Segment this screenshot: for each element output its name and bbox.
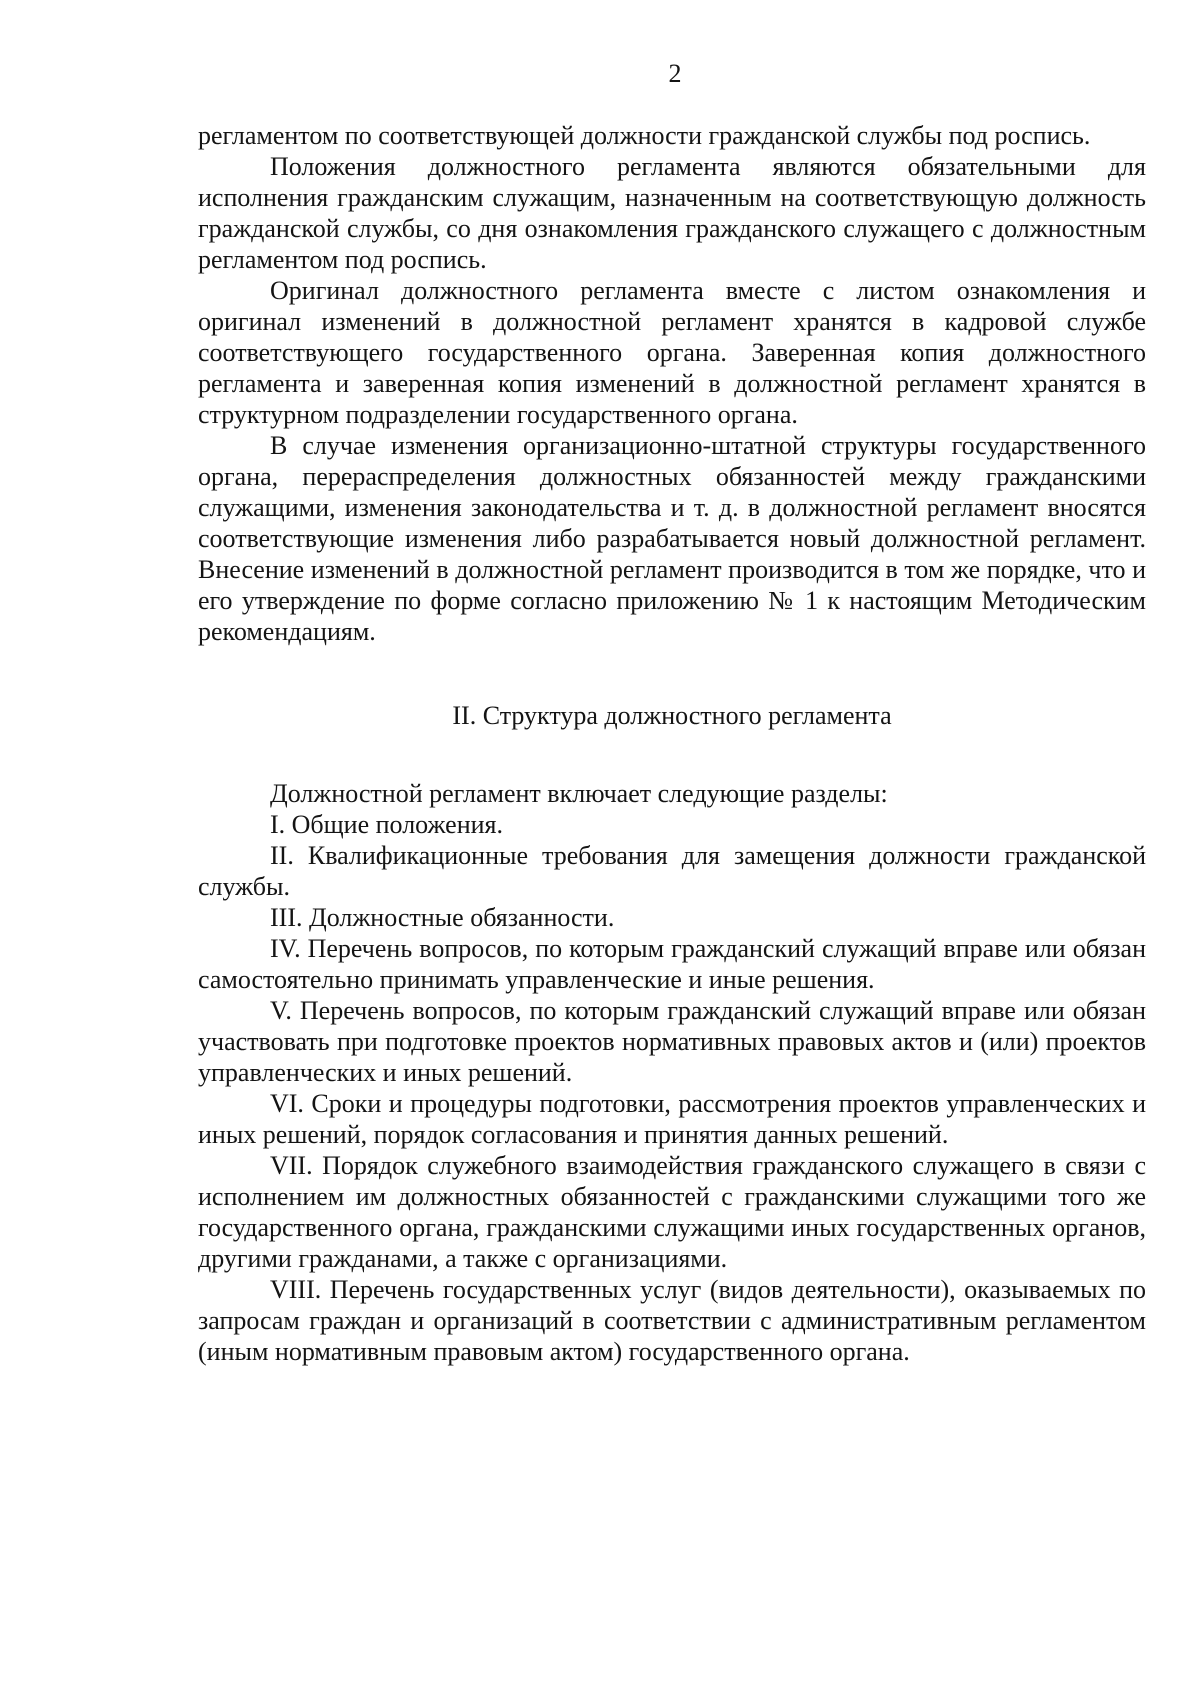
- list-item-section-3: III. Должностные обязанности.: [270, 903, 615, 932]
- list-item-section-8: VIII. Перечень государственных услуг (видов деятельности), оказываемых по запросам граждан и организаций в соответствии с административным регламентом (иным нормативным правовым актом) государственного органа.: [198, 1275, 1146, 1366]
- list-item-section-2: II. Квалификационные требования для замещения должности гражданской службы.: [198, 841, 1146, 901]
- paragraph-continuation: регламентом по соответствующей должности гражданской службы под роспись.: [198, 121, 1091, 150]
- list-item-section-6: VI. Сроки и процедуры подготовки, рассмотрения проектов управленческих и иных решений, порядок согласования и принятия данных решений.: [198, 1089, 1146, 1149]
- document-body: [198, 120, 1146, 1367]
- list-item-section-1: I. Общие положения.: [270, 810, 503, 839]
- list-item-section-5: V. Перечень вопросов, по которым гражданский служащий вправе или обязан участвовать при подготовке проектов нормативных правовых актов и (или) проектов управленческих и иных решений.: [198, 996, 1146, 1087]
- paragraph-amendments: В случае изменения организационно-штатной структуры государственного органа, перераспределения должностных обязанностей между гражданскими служащими, изменения законодательства и т. д. в должностной регламент вносятся соответствующие изменения либо разрабатывается новый должностной регламент. Внесение изменений в должностной регламент производится в том же порядке, что и его утверждение по форме согласно приложению № 1 к настоящим Методическим рекомендациям.: [198, 431, 1146, 646]
- paragraph-original-storage: Оригинал должностного регламента вместе с листом ознакомления и оригинал изменений в должностной регламент хранятся в кадровой службе соответствующего государственного органа. Заверенная копия должностного регламента и заверенная копия изменений в должностной регламент хранятся в структурном подразделении государственного органа.: [198, 276, 1146, 429]
- list-item-section-7: VII. Порядок служебного взаимодействия гражданского служащего в связи с исполнением им должностных обязанностей с гражданскими служащими того же государственного органа, гражданскими служащими иных государственных органов, другими гражданами, а также с организациями.: [198, 1151, 1146, 1273]
- paragraph-binding-provisions: Положения должностного регламента являются обязательными для исполнения гражданским служащим, назначенным на соответствующую должность гражданской службы, со дня ознакомления гражданского служащего с должностным регламентом под роспись.: [198, 152, 1146, 274]
- paragraph-sections-intro: Должностной регламент включает следующие разделы:: [270, 779, 888, 808]
- page-number: 2: [668, 59, 682, 88]
- list-item-section-4: IV. Перечень вопросов, по которым гражданский служащий вправе или обязан самостоятельно принимать управленческие и иные решения.: [198, 934, 1146, 994]
- section-heading: II. Структура должностного регламента: [452, 701, 892, 730]
